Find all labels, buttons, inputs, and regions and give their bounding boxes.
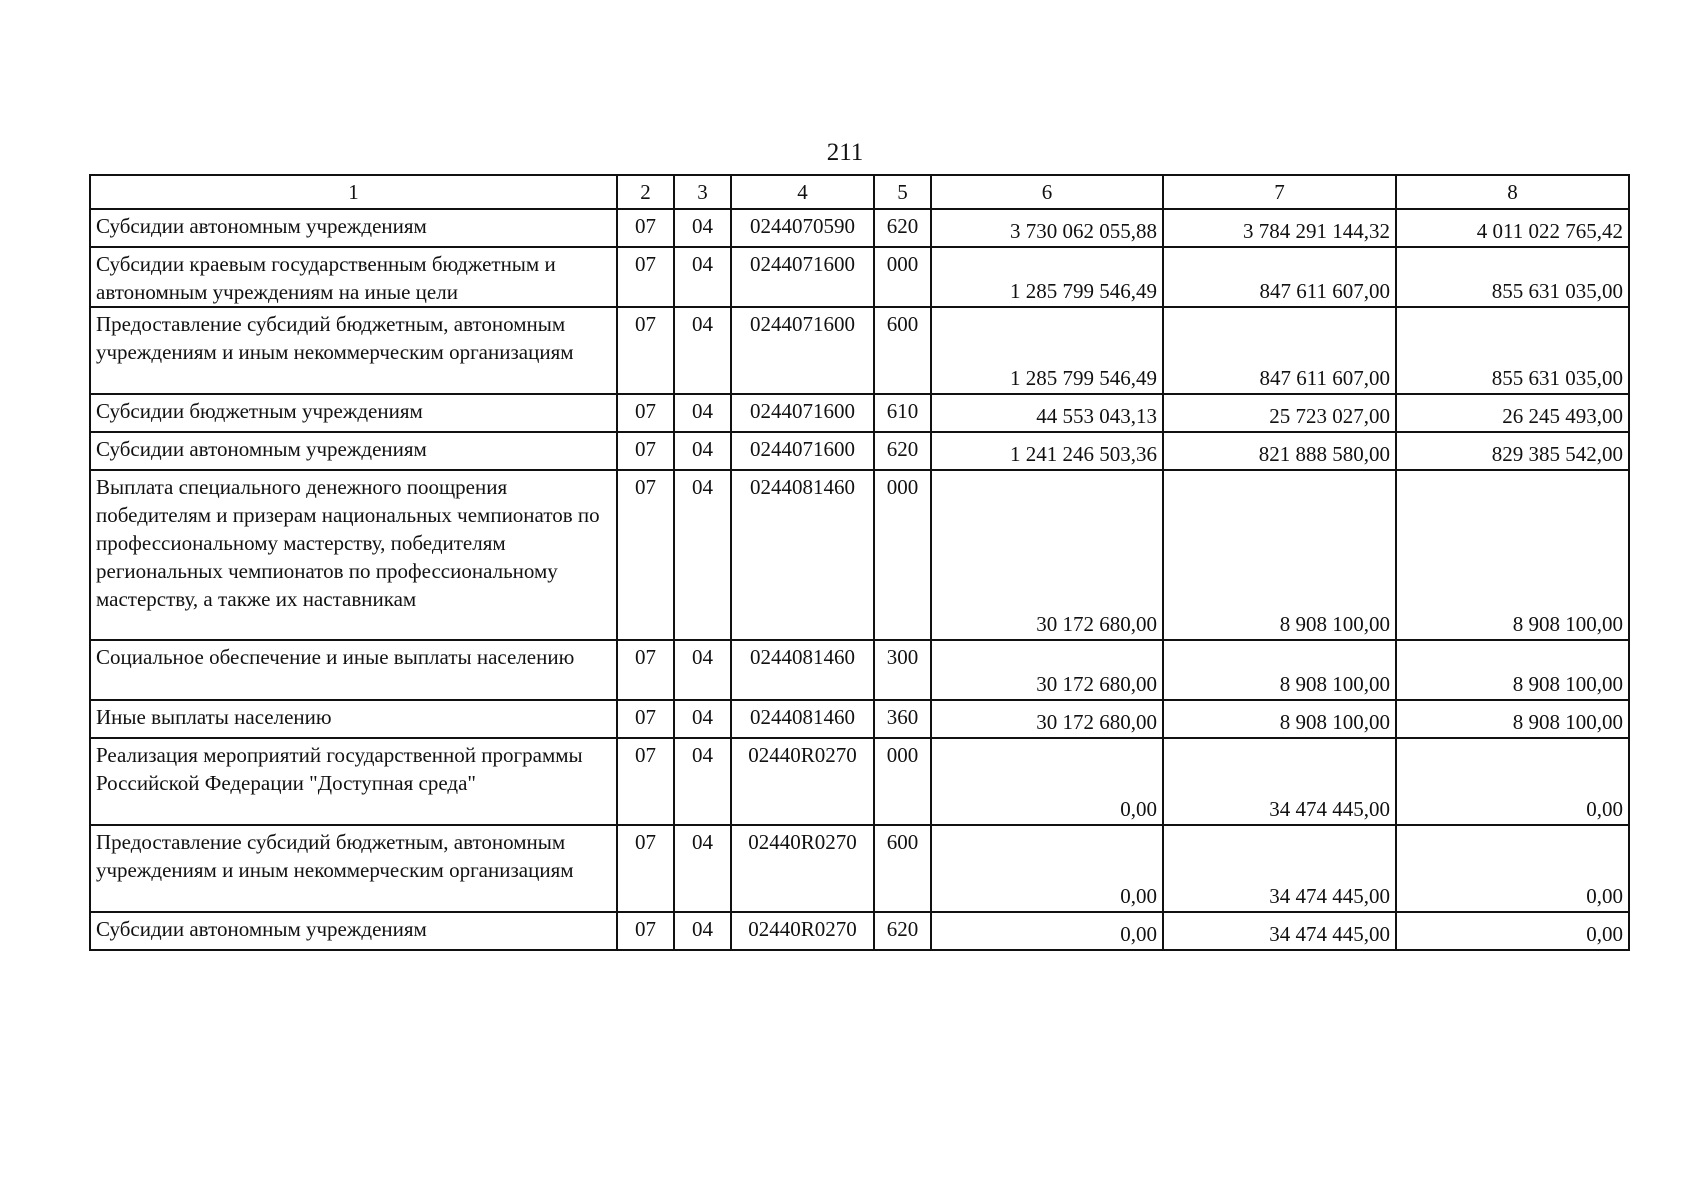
row-target: 0244071600 [731, 307, 874, 394]
row-target: 0244071600 [731, 432, 874, 470]
page-number: 211 [826, 139, 864, 166]
row-amount-7: 25 723 027,00 [1163, 394, 1396, 432]
row-name: Иные выплаты населению [90, 700, 617, 738]
column-header: 2 [617, 175, 674, 209]
row-amount-8: 0,00 [1396, 825, 1629, 912]
row-kind: 610 [874, 394, 931, 432]
row-subsection: 04 [674, 209, 731, 247]
row-subsection: 04 [674, 394, 731, 432]
table-row [90, 912, 1629, 950]
row-section: 07 [617, 209, 674, 247]
table-header-row [90, 175, 1629, 209]
row-subsection: 04 [674, 738, 731, 825]
row-amount-7: 847 611 607,00 [1163, 247, 1396, 307]
row-kind: 600 [874, 307, 931, 394]
row-section: 07 [617, 640, 674, 700]
table-row [90, 209, 1629, 247]
row-name: Субсидии бюджетным учреждениям [90, 394, 617, 432]
row-amount-8: 8 908 100,00 [1396, 700, 1629, 738]
row-name: Выплата специального денежного поощрения победителям и призерам национальных чемпионатов по профессиональному мастерству, победителям региональных чемпионатов по профессиональному мастерству, а также их наставникам [90, 470, 617, 640]
column-header: 1 [90, 175, 617, 209]
table-row [90, 307, 1629, 394]
row-target: 0244071600 [731, 394, 874, 432]
column-header: 7 [1163, 175, 1396, 209]
table-row [90, 640, 1629, 700]
row-target: 0244071600 [731, 247, 874, 307]
row-name: Субсидии автономным учреждениям [90, 209, 617, 247]
row-name: Социальное обеспечение и иные выплаты населению [90, 640, 617, 700]
row-target: 02440R0270 [731, 738, 874, 825]
column-header: 8 [1396, 175, 1629, 209]
row-amount-7: 8 908 100,00 [1163, 700, 1396, 738]
row-amount-8: 4 011 022 765,42 [1396, 209, 1629, 247]
row-name: Предоставление субсидий бюджетным, автономным учреждениям и иным некоммерческим организациям [90, 307, 617, 394]
row-kind: 300 [874, 640, 931, 700]
row-name: Реализация мероприятий государственной программы Российской Федерации "Доступная среда" [90, 738, 617, 825]
row-target: 0244070590 [731, 209, 874, 247]
column-header: 3 [674, 175, 731, 209]
row-amount-7: 3 784 291 144,32 [1163, 209, 1396, 247]
row-amount-6: 3 730 062 055,88 [931, 209, 1163, 247]
table-row [90, 247, 1629, 307]
table-row [90, 394, 1629, 432]
row-kind: 620 [874, 209, 931, 247]
row-amount-8: 0,00 [1396, 738, 1629, 825]
row-amount-6: 30 172 680,00 [931, 640, 1163, 700]
row-section: 07 [617, 470, 674, 640]
row-amount-7: 34 474 445,00 [1163, 912, 1396, 950]
row-amount-8: 8 908 100,00 [1396, 470, 1629, 640]
row-amount-7: 8 908 100,00 [1163, 640, 1396, 700]
row-subsection: 04 [674, 912, 731, 950]
row-subsection: 04 [674, 640, 731, 700]
row-target: 0244081460 [731, 700, 874, 738]
row-kind: 600 [874, 825, 931, 912]
row-subsection: 04 [674, 825, 731, 912]
row-target: 02440R0270 [731, 825, 874, 912]
row-section: 07 [617, 394, 674, 432]
row-kind: 360 [874, 700, 931, 738]
column-header: 5 [874, 175, 931, 209]
row-target: 0244081460 [731, 470, 874, 640]
row-amount-6: 1 241 246 503,36 [931, 432, 1163, 470]
row-section: 07 [617, 825, 674, 912]
row-target: 0244081460 [731, 640, 874, 700]
row-amount-8: 855 631 035,00 [1396, 307, 1629, 394]
row-section: 07 [617, 700, 674, 738]
row-amount-6: 1 285 799 546,49 [931, 307, 1163, 394]
row-amount-8: 8 908 100,00 [1396, 640, 1629, 700]
row-amount-8: 829 385 542,00 [1396, 432, 1629, 470]
budget-table [89, 174, 1630, 951]
row-section: 07 [617, 307, 674, 394]
row-kind: 000 [874, 738, 931, 825]
row-amount-6: 30 172 680,00 [931, 470, 1163, 640]
row-amount-6: 0,00 [931, 825, 1163, 912]
row-subsection: 04 [674, 700, 731, 738]
row-amount-6: 44 553 043,13 [931, 394, 1163, 432]
row-amount-7: 34 474 445,00 [1163, 738, 1396, 825]
row-amount-8: 26 245 493,00 [1396, 394, 1629, 432]
table-row [90, 825, 1629, 912]
row-amount-7: 8 908 100,00 [1163, 470, 1396, 640]
row-amount-6: 0,00 [931, 738, 1163, 825]
row-section: 07 [617, 912, 674, 950]
row-kind: 620 [874, 912, 931, 950]
row-section: 07 [617, 247, 674, 307]
row-name: Субсидии автономным учреждениям [90, 432, 617, 470]
row-kind: 000 [874, 247, 931, 307]
row-amount-6: 1 285 799 546,49 [931, 247, 1163, 307]
row-subsection: 04 [674, 247, 731, 307]
row-subsection: 04 [674, 307, 731, 394]
row-amount-7: 34 474 445,00 [1163, 825, 1396, 912]
row-amount-7: 821 888 580,00 [1163, 432, 1396, 470]
row-kind: 620 [874, 432, 931, 470]
row-amount-8: 0,00 [1396, 912, 1629, 950]
row-name: Субсидии краевым государственным бюджетным и автономным учреждениям на иные цели [90, 247, 617, 307]
table-row [90, 470, 1629, 640]
table-row [90, 700, 1629, 738]
row-amount-6: 30 172 680,00 [931, 700, 1163, 738]
row-name: Субсидии автономным учреждениям [90, 912, 617, 950]
row-subsection: 04 [674, 432, 731, 470]
row-name: Предоставление субсидий бюджетным, автономным учреждениям и иным некоммерческим организациям [90, 825, 617, 912]
column-header: 6 [931, 175, 1163, 209]
row-amount-7: 847 611 607,00 [1163, 307, 1396, 394]
row-amount-8: 855 631 035,00 [1396, 247, 1629, 307]
table-row [90, 432, 1629, 470]
column-header: 4 [731, 175, 874, 209]
row-section: 07 [617, 432, 674, 470]
table-row [90, 738, 1629, 825]
row-amount-6: 0,00 [931, 912, 1163, 950]
row-subsection: 04 [674, 470, 731, 640]
row-kind: 000 [874, 470, 931, 640]
row-section: 07 [617, 738, 674, 825]
row-target: 02440R0270 [731, 912, 874, 950]
